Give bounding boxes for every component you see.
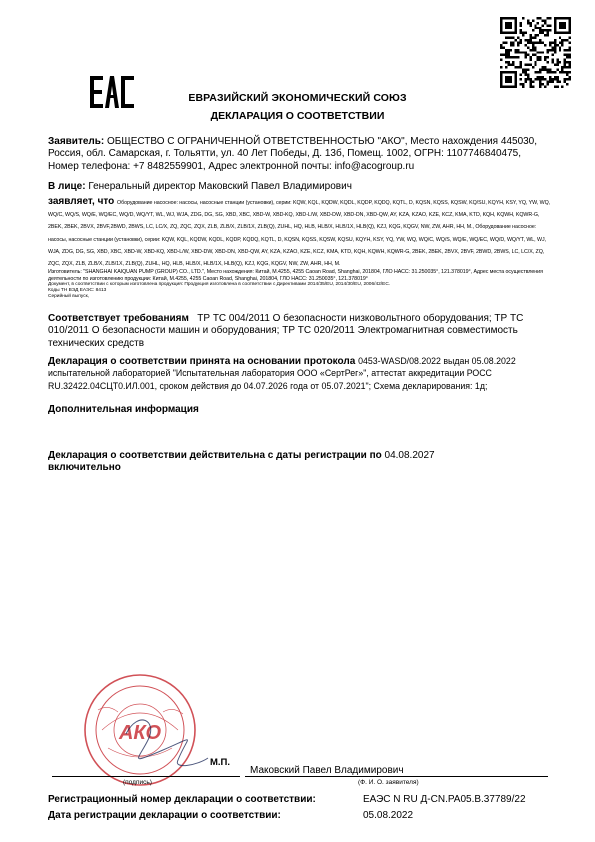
applicant-text: ОБЩЕСТВО С ОГРАНИЧЕННОЙ ОТВЕТСТВЕННОСТЬЮ "АКО", Место нахождения 445030, Россия, обл. Самарская, г. Тольятти, ул. 40 Лет Победы, Д. 13б, Помещ. 1002, ОГРН: 1107746840475, Номер телефона: +7 8482559901, Адрес электронной почты: info@acogroup.ru [48,136,538,172]
conformity-label: Соответствует требованиям [48,313,189,324]
person-text: Генеральный директор Маковский Павел Владимирович [88,181,352,192]
applicant-label: Заявитель: [48,136,105,147]
sign-caption: (подпись) [123,779,152,786]
union-title: ЕВРАЗИЙСКИЙ ЭКОНОМИЧЕСКИЙ СОЮЗ [188,92,407,104]
person-label: В лице: [48,181,86,192]
reg-number-label: Регистрационный номер декларации о соответствии: [48,794,316,805]
additional-info-label: Дополнительная информация [48,404,199,415]
validity-block [48,450,553,475]
validity-suffix: включительно [48,462,121,474]
signature-line [52,776,240,777]
basis-label: Декларация о соответствии принята на основании протокола [48,356,356,367]
reg-date-label: Дата регистрации декларации о соответствии: [48,810,281,821]
declaration-title: ДЕКЛАРАЦИЯ О СООТВЕТСТВИИ [210,110,385,122]
mp-label: М.П. [210,757,231,768]
company-seal-stamp [68,670,216,788]
document-text: Документ, в соответствии с которым изготовлена продукция: Продукция изготовлена в соответствии с Директивами 2014/35/EU, 2014/30/EU, 2006/42/EC. [48,282,391,288]
manufacturer-text: Изготовитель: "SHANGHAI KAIQUAN PUMP (GROUP) CO., LTD.", Место нахождения: Китай, M.4255, 4255 Caoan Road, Shanghai, 201804, ГЛО НАСС: 31.250035°, 121.378019°, Адрес места осуществления деятельности по изготовлению продукции: Китай, M.4255, 4255 Caoan Road, Shanghai, 201804, ГЛО НАСС: 31.250035°, 121.378019° [48,269,543,282]
name-line [245,776,548,777]
qr-code-icon [500,17,571,88]
reg-date: 05.08.2022 [363,810,414,821]
declares-label: заявляет, что [48,196,115,207]
conformity-text: ТР ТС 004/2011 О безопасности низковольтного оборудования; ТР ТС 010/2011 О безопасности машин и оборудования; ТР ТС 020/2011 Электромагнитная совместимость технических средств [48,313,524,349]
fio-caption: (Ф. И. О. заявителя) [358,779,419,786]
applicant-block [48,136,553,173]
codes-text: Коды ТН ВЭД ЕАЭС: 8413 [48,287,107,293]
person-block [48,181,553,193]
stamp-text: АКО [118,722,162,744]
reg-number: ЕАЭС N RU Д-CN.PA05.B.37789/22 [363,794,526,805]
basis-block [48,356,553,393]
product-text: Оборудование насосное: насосы, насосные станции (установки), серии: KQW, KQL, KQDW, KQDL, KQDP, KQDQ, KQTL, D, KQSN, KQSS, KQSW, KQ/SU, KQYH, KSY, YQ, YW, WQ, WQ/C, WQ/S, WQ/E, WQ/EC, WQ/D, WQ/YT, WL, WJ, WJA, ZDG, DG, SG, XBD, XBC, XBD-W, XBD-KQ, XBD-L/W, XBD-DW, XBD-DN, XBD-QW, AY, KZA, KZAO, KZE, KCZ, KMA, KTD, KQH, KQWH, KQWR-G, 2BEK, 2BEK, 2BVX, 2BVF,2BWD, 2BWS, LC, LC/X, ZQ, ZQC, ZQX, ZLB, ZLB/X, ZLB/1X, ZLB(Q), ZUHL, HQ, HLB, HLB/X, HLB/1X, HLB(Q), KZJ, KQG, KQGV, NW, ZW, AHR, HH, M., Оборудование насосное: насосы, насосные станции (установки), серии: KQW, KQL, KQDW, KQDL, KQDP, KQDQ, KQTL, D, KQSN, KQSS, KQSW, KQSU, KQYH, KSY, YQ, YW, WQ, WQ/C, WQ/S, WQ/E, WQ/EC, WQ/D, WQ/YT, WL, WJ, WJA, ZDG, DG, SG, XBD, XBC, XBD-W, XBD-KQ, XBD-L/W, XBD-DW, XBD-DN, XBD-QW, AY, KZA, KZAO, KZE, KCZ, KMA, KTD, KQH, KQWH, KQWR-G, 2BEK, 2BEK, 2BVX, 2BVF, 2BWD, 2BWS, LC, LC/X, ZQ, ZQC, ZQX, ZLB, ZLB/X, ZLB/1X, ZLB(Q), ZUHL, HQ, HLB, HLB/X, HLB/1X, HLB(Q), KZJ, KQG, KQGV, NW, ZW, AHR, HH, M. [48,200,551,268]
signer-name: Маковский Павел Владимирович [250,765,404,776]
conformity-block [48,313,553,350]
validity-date: 04.08.2027 [384,450,435,461]
basis-text: 0453-WASD/08.2022 выдан 05.08.2022 испытательной лабораторией "Испытательная лаборатория ООО «СертРег»", аттестат аккредитации РОСС RU.32422.04СЦТ0.ИЛ.001, сроком действия до 04.07.2026 года от 05.07.2021"; Схема декларирования: 1д; [48,356,516,391]
validity-label: Декларация о соответствии действительна с даты регистрации по [48,450,382,461]
declares-block [48,196,553,299]
serial-text: Серийный выпуск, [48,293,90,299]
